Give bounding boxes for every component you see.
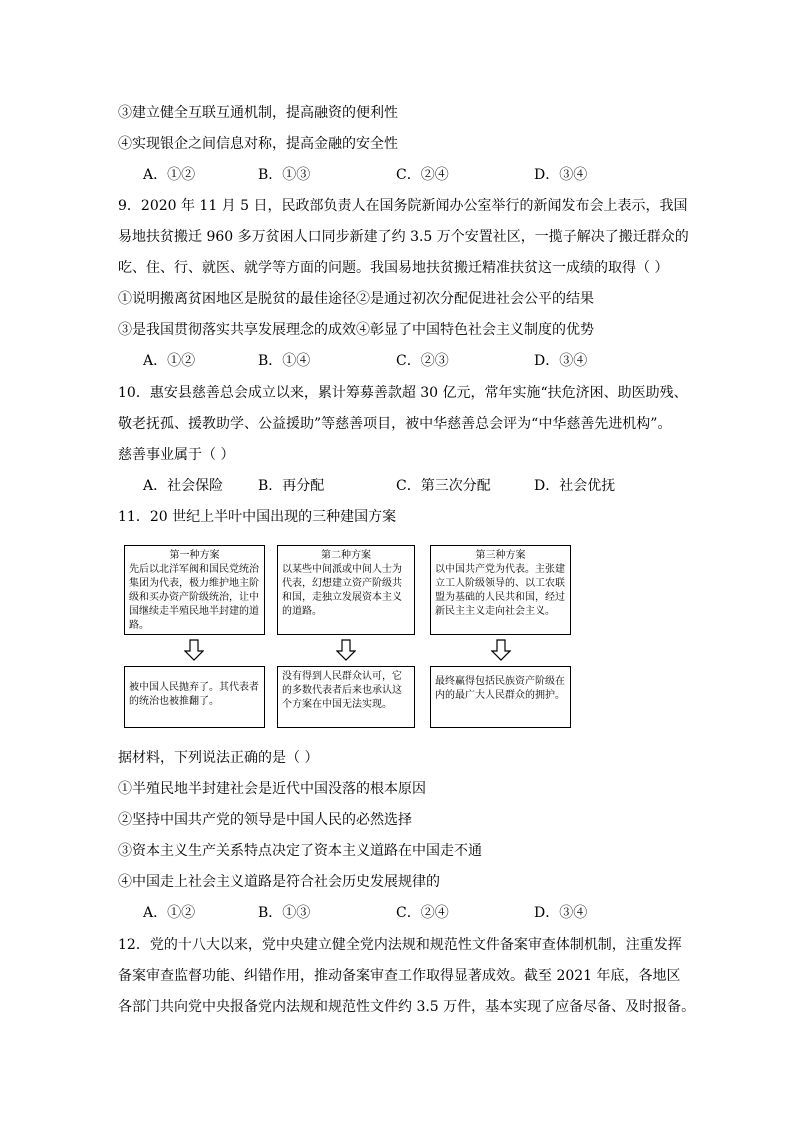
option-a[interactable]: A．社会保险 [143,478,224,494]
q12-stem-line-1: 12．党的十八大以来，党中央建立健全党内法规和规范性文件备案审查体制机制，注重发挥 [118,937,682,953]
plan-3-body: 以中国共产党为代表。主张建立工人阶级领导的、以工农联盟为基础的人民共和国，经过新民主主义走向社会主义。 [435,564,565,617]
q11-item-4: ④中国走上社会主义道路是符合社会历史发展规律的 [118,874,440,890]
plan-1-title: 第一种方案 [169,550,220,561]
q8-options [143,165,703,185]
q9-options [143,351,703,371]
q9-items-3-4: ③是我国贯彻落实共享发展理念的成效④彰显了中国特色社会主义制度的优势 [118,322,594,338]
q10-options [143,476,703,496]
option-b[interactable]: B．再分配 [258,478,325,494]
plan-3-result: 最终赢得包括民族资产阶级在内的最广大人民群众的拥护。 [435,676,565,701]
down-arrow-icon [491,639,511,661]
option-c[interactable]: C．②④ [396,905,449,921]
q10-stem-line-1: 10．惠安县慈善总会成立以来，累计筹募善款超 30 亿元，常年实施“扶危济困、助医助残、 [118,385,688,401]
plan-2-title: 第二种方案 [321,550,371,561]
plan-1-box [124,545,265,635]
plan-3-title: 第三种方案 [475,550,526,561]
q9-stem-line-3: 吃、住、行、就医、就学等方面的问题。我国易地扶贫搬迁精准扶贫这一成绩的取得（ ） [118,260,669,276]
q11-item-3: ③资本主义生产关系特点决定了资本主义道路在中国走不通 [118,843,482,859]
q12-stem-line-3: 各部门共向党中央报备党内法规和规范性文件约 3.5 万件，基本实现了应备尽备、及时报备。 [118,999,696,1015]
plan-2-body: 以某些中间派或中间人士为代表，幻想建立资产阶级共和国，走独立发展资本主义的道路。 [282,564,402,617]
option-a[interactable]: A．①② [143,353,196,369]
plan-3-box [430,545,571,635]
q8-item-4: ④实现银企之间信息对称，提高金融的安全性 [118,136,398,152]
option-c[interactable]: C．②④ [396,167,449,183]
option-b[interactable]: B．①③ [258,167,311,183]
option-b[interactable]: B．①④ [258,353,311,369]
plan-2-result: 没有得到人民群众认可，它的多数代表者后来也承认这个方案在中国无法实现。 [282,671,402,710]
option-d[interactable]: D．③④ [534,905,588,921]
q11-item-2: ②坚持中国共产党的领导是中国人民的必然选择 [118,812,412,828]
option-a[interactable]: A．①② [143,905,196,921]
q10-stem-line-2: 敬老抚孤、援教助学、公益援助”等慈善项目，被中华慈善总会评为“中华慈善先进机构”。 [118,416,672,432]
plan-1-body: 先后以北洋军阀和国民党统治集团为代表，极力维护地主阶级和买办资产阶级统治，让中国继续走半殖民地半封建的道路。 [129,564,259,631]
q11-question: 据材料，下列说法正确的是（ ） [118,750,319,766]
option-d[interactable]: D．③④ [534,353,588,369]
down-arrow-icon [184,639,204,661]
q9-items-1-2: ①说明搬离贫困地区是脱贫的最佳途径②是通过初次分配促进社会公平的结果 [118,291,594,307]
option-d[interactable]: D．③④ [534,167,588,183]
q11-options [143,903,703,923]
plan-3-result-box [430,666,571,728]
q11-item-1: ①半殖民地半封建社会是近代中国没落的根本原因 [118,781,426,797]
q8-item-3: ③建立健全互联互通机制，提高融资的便利性 [118,105,398,121]
option-b[interactable]: B．①③ [258,905,311,921]
option-a[interactable]: A．①② [143,167,196,183]
q9-stem-line-2: 易地扶贫搬迁 960 多万贫困人口同步新建了约 3.5 万个安置社区，一揽子解决了搬迁群众的 [118,229,689,245]
plan-1-result-box [124,666,265,728]
option-d[interactable]: D．社会优抚 [534,478,616,494]
q10-stem-line-3: 慈善事业属于（ ） [118,447,235,463]
plan-1-result: 被中国人民抛弃了。其代表者的统治也被推翻了。 [129,682,259,707]
option-c[interactable]: C．第三次分配 [396,478,491,494]
option-c[interactable]: C．②③ [396,353,449,369]
plan-2-box [277,545,415,635]
q9-stem-line-1: 9．2020 年 11 月 5 日，民政部负责人在国务院新闻办公室举行的新闻发布会上表示，我国 [118,198,688,214]
q11-stem: 11．20 世纪上半叶中国出现的三种建国方案 [118,509,397,525]
plan-2-result-box [277,666,415,728]
down-arrow-icon [336,639,356,661]
q12-stem-line-2: 备案审查监督功能、纠错作用，推动备案审查工作取得显著成效。截至 2021 年底，各地区 [118,968,681,984]
